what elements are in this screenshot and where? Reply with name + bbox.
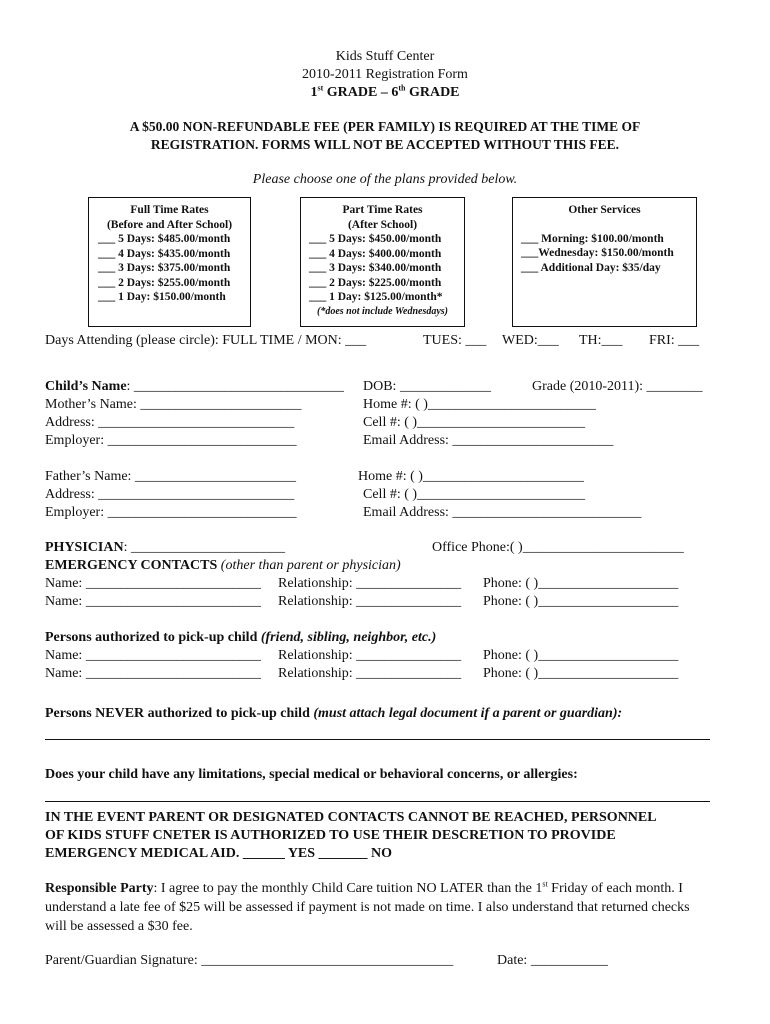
emergency-name-field[interactable]: Name: _________________________ [45, 576, 261, 591]
grade-mid: GRADE – 6 [323, 85, 399, 100]
authorized-pickup-heading [45, 630, 436, 646]
emergency-contacts-label: EMERGENCY CONTACTS [45, 558, 218, 573]
physician-blank[interactable]: : ______________________ [123, 540, 285, 555]
father-home-phone-field[interactable]: Home #: ( )_______________________ [358, 469, 584, 484]
full-time-option[interactable]: ___ 5 Days: $485.00/month [98, 233, 231, 245]
form-title: 2010-2011 Registration Form [302, 67, 468, 82]
never-authorized-qualifier: (must attach legal document if a parent or guardian): [309, 706, 623, 721]
grade-end-sup: th [398, 83, 406, 93]
dob-field[interactable]: DOB: _____________ [363, 379, 491, 394]
responsible-party-text-b: Friday of each month. I understand a late fee of $25 will be assessed if payment is not made on time. I also understand that returned checks will be assessed a $30 fee. [45, 881, 690, 934]
emergency-name-field[interactable]: Name: _________________________ [45, 594, 261, 609]
fee-notice-line1: A $50.00 NON-REFUNDABLE FEE (PER FAMILY) IS REQUIRED AT THE TIME OF [129, 119, 641, 134]
pickup-name-field[interactable]: Name: _________________________ [45, 648, 261, 663]
pickup-relationship-field[interactable]: Relationship: _______________ [278, 666, 462, 681]
mother-address-field[interactable]: Address: ____________________________ [45, 415, 295, 430]
father-email-field[interactable]: Email Address: ___________________________ [363, 505, 642, 520]
emergency-relationship-field[interactable]: Relationship: _______________ [278, 594, 462, 609]
emergency-phone-field[interactable]: Phone: ( )____________________ [483, 594, 679, 609]
responsible-party-text-a: : I agree to pay the monthly Child Care tuition NO LATER than the 1 [153, 881, 543, 896]
part-time-note: (*does not include Wednesdays) [316, 305, 448, 317]
never-authorized-label: Persons NEVER authorized to pick-up child [45, 706, 310, 721]
part-time-option[interactable]: ___ 5 Days: $450.00/month [309, 233, 442, 245]
part-time-option[interactable]: ___ 2 Days: $225.00/month [309, 276, 442, 289]
emergency-contacts-heading [45, 558, 401, 574]
grade-start: 1 [310, 85, 318, 100]
emergency-phone-field[interactable]: Phone: ( )____________________ [483, 576, 679, 591]
mother-cell-phone-field[interactable]: Cell #: ( )________________________ [363, 415, 586, 430]
pickup-phone-field[interactable]: Phone: ( )____________________ [483, 648, 679, 663]
grade-end: GRADE [405, 85, 460, 100]
part-time-option[interactable]: ___ 1 Day: $125.00/month* [309, 291, 443, 303]
never-authorized-heading [45, 706, 622, 722]
authorized-pickup-label: Persons authorized to pick-up child [45, 630, 258, 645]
pickup-phone-field[interactable]: Phone: ( )____________________ [483, 666, 679, 681]
signature-date-field[interactable]: Date: ___________ [497, 953, 608, 968]
full-time-option[interactable]: ___ 3 Days: $375.00/month [98, 262, 231, 274]
guardian-signature-field[interactable]: Parent/Guardian Signature: ____________________________________ [45, 953, 454, 968]
emergency-auth-yes-no[interactable]: EMERGENCY MEDICAL AID. ______ YES _______ NO [45, 846, 393, 861]
full-time-title: Full Time Rates [130, 204, 209, 216]
full-time-rates-box [88, 197, 251, 327]
day-fri[interactable]: FRI: ___ [649, 333, 700, 348]
other-service-option[interactable]: ___ Morning: $100.00/month [521, 232, 664, 245]
day-th[interactable]: TH:___ [579, 333, 623, 348]
day-tues[interactable]: TUES: ___ [423, 333, 487, 348]
mother-email-field[interactable]: Email Address: _______________________ [363, 433, 614, 448]
part-time-subtitle: (After School) [347, 218, 418, 231]
grade-field[interactable]: Grade (2010-2011): ________ [532, 379, 703, 394]
never-authorized-answer-line[interactable] [45, 739, 710, 740]
other-service-option[interactable]: ___ Additional Day: $35/day [521, 261, 661, 274]
mother-employer-field[interactable]: Employer: ___________________________ [45, 433, 297, 448]
part-time-title: Part Time Rates [342, 204, 423, 216]
fee-notice-line2: REGISTRATION. FORMS WILL NOT BE ACCEPTED WITHOUT THIS FEE. [150, 137, 620, 152]
medical-concerns-question: Does your child have any limitations, special medical or behavioral concerns, or allergies: [45, 767, 578, 782]
physician-field[interactable] [45, 540, 285, 556]
pickup-relationship-field[interactable]: Relationship: _______________ [278, 648, 462, 663]
days-attending-label[interactable]: Days Attending (please circle): FULL TIME / MON: ___ [45, 333, 367, 348]
emergency-auth-line2: OF KIDS STUFF CNETER IS AUTHORIZED TO USE THEIR DESCRETION TO PROVIDE [45, 828, 616, 843]
day-wed[interactable]: WED:___ [502, 333, 559, 348]
other-services-box [512, 197, 697, 327]
part-time-rates-box [300, 197, 465, 327]
pickup-name-field[interactable]: Name: _________________________ [45, 666, 261, 681]
grade-start-sup: st [317, 83, 324, 93]
part-time-option[interactable]: ___ 4 Days: $400.00/month [309, 247, 442, 260]
org-name: Kids Stuff Center [335, 49, 435, 64]
plans-prompt: Please choose one of the plans provided below. [252, 172, 518, 187]
responsible-party-paragraph [45, 879, 710, 936]
grade-range [0, 85, 770, 101]
mother-name-field[interactable]: Mother’s Name: _______________________ [45, 397, 302, 412]
physician-label: PHYSICIAN [45, 540, 124, 555]
authorized-pickup-qualifier: (friend, sibling, neighbor, etc.) [257, 630, 437, 645]
emergency-relationship-field[interactable]: Relationship: _______________ [278, 576, 462, 591]
father-name-field[interactable]: Father’s Name: _______________________ [45, 469, 296, 484]
responsible-party-label: Responsible Party [45, 881, 154, 896]
full-time-subtitle: (Before and After School) [106, 218, 233, 231]
mother-home-phone-field[interactable]: Home #: ( )________________________ [363, 397, 596, 412]
full-time-option[interactable]: ___ 2 Days: $255.00/month [98, 276, 231, 289]
father-cell-phone-field[interactable]: Cell #: ( )________________________ [363, 487, 586, 502]
other-service-option[interactable]: ___Wednesday: $150.00/month [521, 247, 674, 259]
emergency-auth-line1: IN THE EVENT PARENT OR DESIGNATED CONTACTS CANNOT BE REACHED, PERSONNEL [45, 810, 657, 825]
full-time-option[interactable]: ___ 1 Day: $150.00/month [98, 291, 226, 303]
responsible-party-sup: st [542, 879, 548, 889]
father-address-field[interactable]: Address: ____________________________ [45, 487, 295, 502]
child-name-field[interactable] [45, 379, 344, 395]
part-time-option[interactable]: ___ 3 Days: $340.00/month [309, 262, 442, 274]
father-employer-field[interactable]: Employer: ___________________________ [45, 505, 297, 520]
full-time-option[interactable]: ___ 4 Days: $435.00/month [98, 247, 231, 260]
office-phone-field[interactable]: Office Phone:( )_______________________ [432, 540, 684, 555]
child-name-blank[interactable]: : ______________________________ [126, 379, 344, 394]
emergency-contacts-qualifier: (other than parent or physician) [217, 558, 401, 573]
child-name-label: Child’s Name [45, 379, 127, 394]
other-services-title: Other Services [568, 204, 641, 216]
medical-concerns-answer-line[interactable] [45, 801, 710, 802]
